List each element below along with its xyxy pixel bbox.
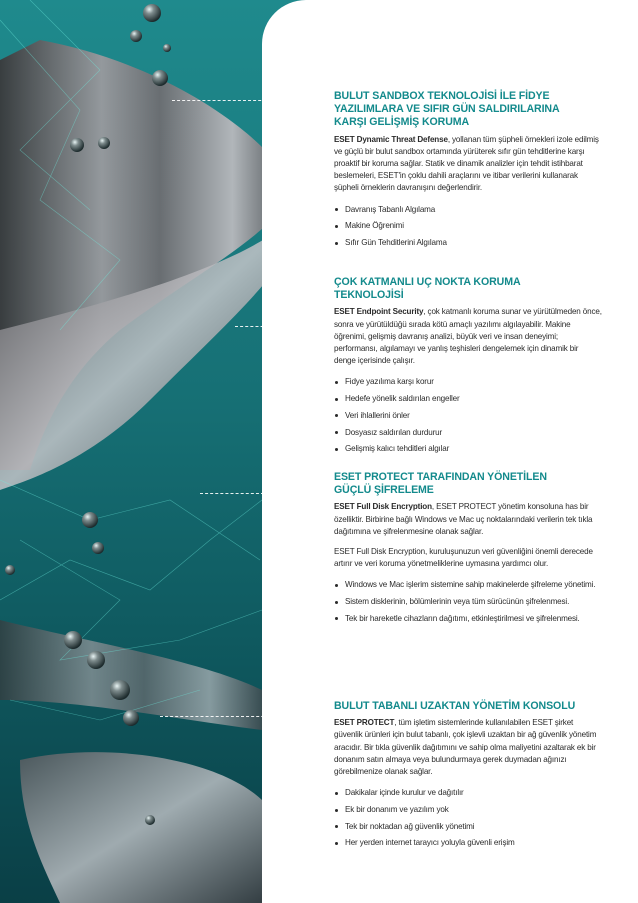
list-item: Sistem disklerinin, bölümlerinin veya tüm sürücünün şifrelenmesi.: [334, 596, 602, 608]
list-item: Tek bir noktadan ağ güvenlik yönetimi: [334, 821, 602, 833]
list-item: Windows ve Mac işlerim sistemine sahip makinelerde şifreleme yönetimi.: [334, 579, 602, 591]
section-paragraph: ESET Endpoint Security, çok katmanlı koruma sunar ve yürütülmeden önce, sonra ve yürütüldüğü sırada kötü amaçlı yazılımı algılayabilir. Makine öğrenimi, gelişmiş davranış analizi, büyük veri ve insan deneyimi; performansı, algılamayı ve yanlış teşhisleri dengelemek için dinamik bir denge içerisinde çalışır.: [334, 307, 602, 366]
section-cloud-sandbox: [334, 90, 602, 254]
bullet-list: [334, 376, 602, 455]
section-heading: ESET PROTECT TARAFINDAN YÖNETİLEN GÜÇLÜ ŞİFRELEME: [334, 471, 547, 497]
list-item: Tek bir hareketle cihazların dağıtımı, etkinleştirilmesi ve şifrelenmesi.: [334, 613, 602, 625]
list-item: Hedefe yönelik saldırılan engeller: [334, 393, 602, 405]
bullet-list: [334, 579, 602, 625]
bullet-list: [334, 204, 602, 250]
list-item: Gelişmiş kalıcı tehditleri algılar: [334, 443, 602, 455]
section-heading: ÇOK KATMANLI UÇ NOKTA KORUMA TEKNOLOJİSİ: [334, 276, 521, 302]
list-item: Davranış Tabanlı Algılama: [334, 204, 602, 216]
section-paragraph: ESET Dynamic Threat Defense, yollanan tüm şüpheli örnekleri izole edilmiş ve güçlü bir bulut sandbox ortamında yürüterek sıfır gün tehditlerine karşı proaktif bir koruma sağlar. Statik ve dinamik analizler için tehdit istihbarat beslemeleri, ESET'in çoklu dahili araçlarını ve itibar verilerini kullanarak şüpheli örneklerin davranışını değerlendirir.: [334, 134, 599, 193]
section-multilayer-endpoint: [334, 276, 602, 460]
list-item: Veri ihlallerini önler: [334, 410, 602, 422]
list-item: Dakikalar içinde kurulur ve dağıtılır: [334, 787, 602, 799]
list-item: Ek bir donanım ve yazılım yok: [334, 804, 602, 816]
list-item: Makine Öğrenimi: [334, 220, 602, 232]
section-paragraph: ESET PROTECT, tüm işletim sistemlerinde kullanılabilen ESET şirket güvenlik ürünleri için bulut tabanlı, çok işlevli uzaktan bir ağ güvenlik yönetim aracıdır. Bir tıkla güvenlik dağıtımını ve sahip olma maliyetini azaltarak ek bir donanım satın almaya veya bulundurmaya gerek duymadan ağınızı görebilmenize olanak sağlar.: [334, 718, 597, 777]
list-item: Sıfır Gün Tehditlerini Algılama: [334, 237, 602, 249]
list-item: Fidye yazılıma karşı korur: [334, 376, 602, 388]
bullet-list: [334, 787, 602, 849]
section-cloud-console: [334, 700, 602, 854]
section-paragraph: ESET Full Disk Encryption, kuruluşunuzun veri güvenliğini önemli derecede artırır ve veri koruma yönetmeliklerine uymasına yardımcı olur.: [334, 547, 593, 569]
section-paragraph: ESET Full Disk Encryption, ESET PROTECT yönetim konsoluna has bir özelliktir. Birbirine bağlı Windows ve Mac uç noktalarındaki verilerin tek tıkla dağıtımına ve şifrelenmesine olanak sağlar.: [334, 502, 593, 536]
list-item: Dosyasız saldırılan durdurur: [334, 427, 602, 439]
section-heading: BULUT TABANLI UZAKTAN YÖNETİM KONSOLU: [334, 700, 576, 712]
section-heading: BULUT SANDBOX TEKNOLOJİSİ İLE FİDYE YAZILIMLARA VE SIFIR GÜN SALDIRILARINA KARŞI GELİŞMİŞ KORUMA: [334, 90, 560, 129]
section-full-disk-encryption: [334, 471, 602, 630]
list-item: Her yerden internet tarayıcı yoluyla güvenli erişim: [334, 837, 602, 849]
